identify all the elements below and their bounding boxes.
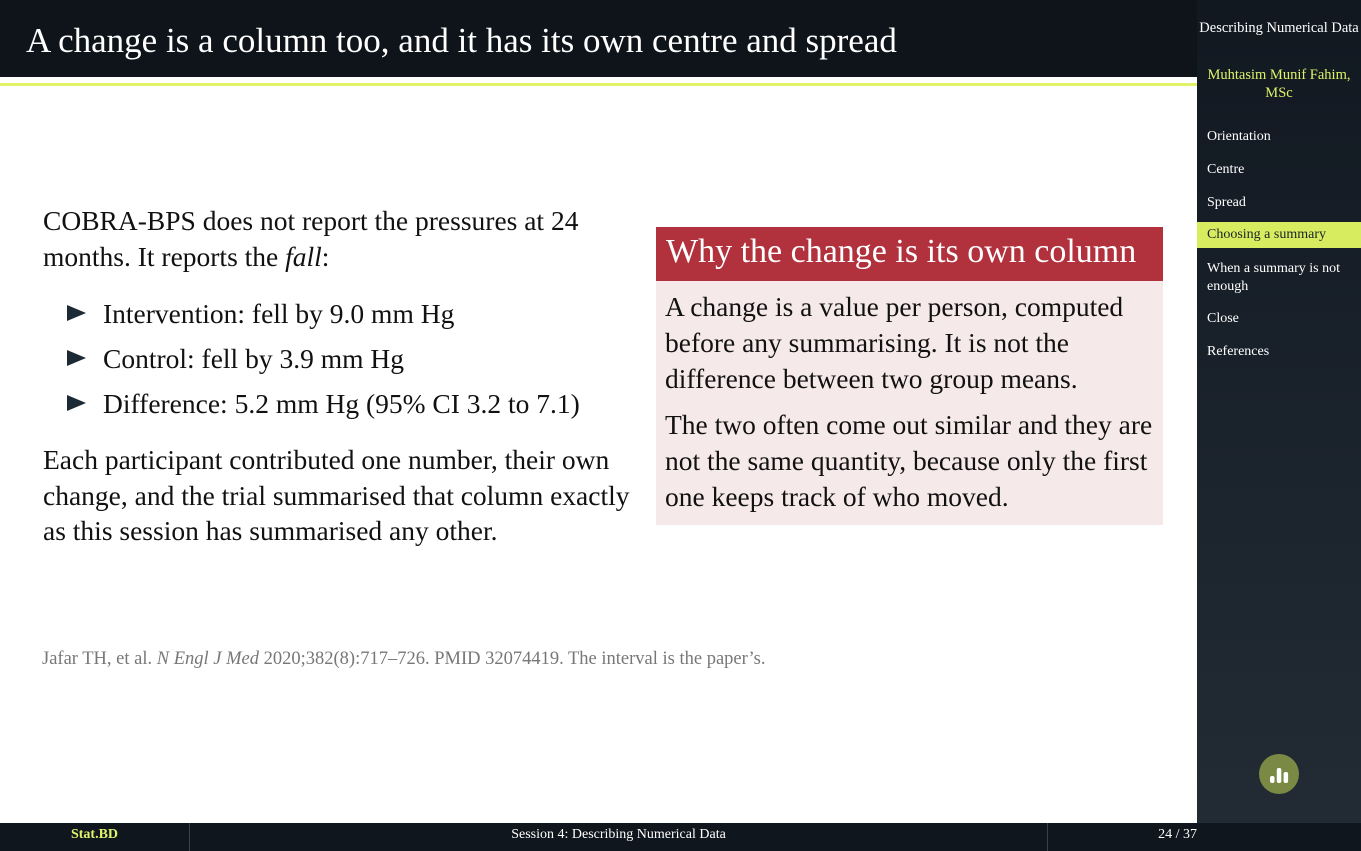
bullet-text: Difference: 5.2 mm Hg (95% CI 3.2 to 7.1) <box>103 388 580 419</box>
sidebar-item-centre[interactable]: Centre <box>1207 162 1245 177</box>
bullet-text: Control: fell by 3.9 mm Hg <box>103 343 404 374</box>
slide-title: A change is a column too, and it has its own centre and spread <box>26 21 897 60</box>
triangle-bullet-icon <box>67 395 86 411</box>
sidebar-item-spread[interactable]: Spread <box>1207 195 1246 210</box>
header-divider <box>0 83 1197 86</box>
callout-body <box>656 281 1163 515</box>
main-content <box>43 203 633 549</box>
citation <box>42 649 765 670</box>
list-item <box>43 296 633 341</box>
page-number: 24 / 37 <box>1047 823 1197 851</box>
sidebar-item-choosing-a-summary[interactable]: Choosing a summary <box>1197 222 1361 248</box>
intro-paragraph <box>43 203 633 274</box>
intro-emphasis: fall <box>285 240 322 272</box>
sidebar-item-orientation[interactable]: Orientation <box>1207 129 1271 144</box>
bullet-list <box>43 296 633 431</box>
bar-chart-logo-icon <box>1259 754 1299 794</box>
slide-header <box>0 0 1197 77</box>
author-name: Muhtasim Munif Fahim, MSc <box>1207 67 1351 101</box>
sidebar-item-close[interactable]: Close <box>1207 311 1239 326</box>
citation-details: 2020;382(8):717–726. PMID 32074419. The interval is the paper’s. <box>263 649 766 669</box>
footer-bar <box>0 823 1361 851</box>
footer-brand: Stat.BD <box>0 823 190 851</box>
list-item <box>43 386 633 431</box>
sidebar-item-references[interactable]: References <box>1207 344 1270 359</box>
citation-authors: Jafar TH, et al. <box>42 649 153 669</box>
callout-box <box>656 227 1163 525</box>
intro-text: COBRA-BPS does not report the pressures at 24 months. It reports the <box>43 205 579 272</box>
citation-journal: N Engl J Med <box>156 649 259 669</box>
deck-title: Describing Numerical Data <box>1199 20 1359 36</box>
intro-colon: : <box>321 240 330 272</box>
bullet-text: Intervention: fell by 9.0 mm Hg <box>103 298 455 329</box>
closing-paragraph: Each participant contributed one number, their own change, and the trial summarised that column exactly as this session has summarised any other. <box>43 444 630 546</box>
callout-paragraph-1: A change is a value per person, computed before any summarising. It is not the difference between two group means. <box>665 291 1124 394</box>
sidebar <box>1197 0 1361 851</box>
triangle-bullet-icon <box>67 350 86 366</box>
sidebar-item-when-a-summary-is-not-enough[interactable]: When a summary is not enough <box>1207 261 1340 294</box>
triangle-bullet-icon <box>67 305 86 321</box>
callout-paragraph-2: The two often come out similar and they are not the same quantity, because only the first one keeps track of who moved. <box>665 409 1153 512</box>
footer-session-title: Session 4: Describing Numerical Data <box>511 827 726 842</box>
callout-title: Why the change is its own column <box>656 227 1163 281</box>
list-item <box>43 341 633 386</box>
